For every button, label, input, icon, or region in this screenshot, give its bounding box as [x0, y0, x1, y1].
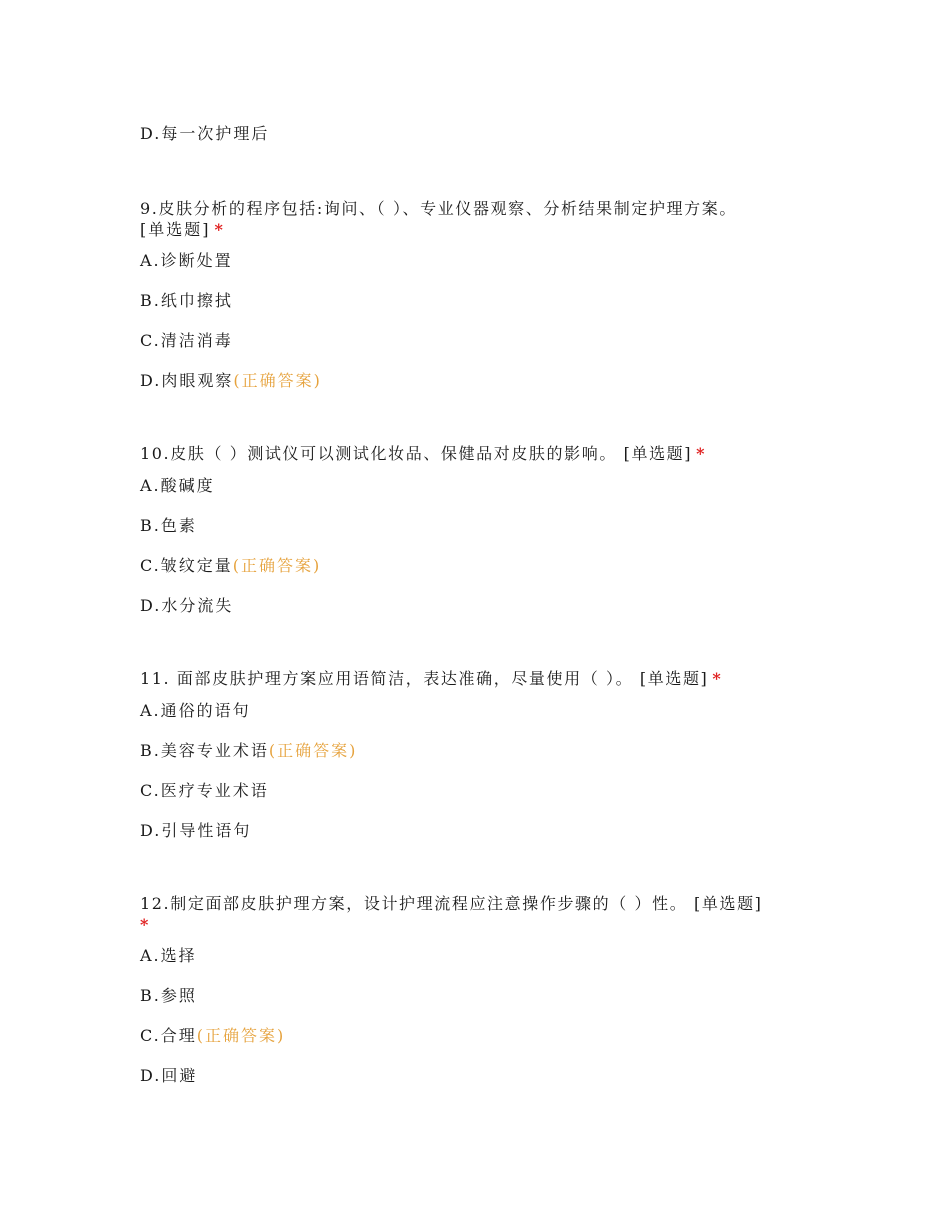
question-9-stem: 9.皮肤分析的程序包括:询问、（ ）、专业仪器观察、分析结果制定护理方案。 [140, 199, 737, 218]
correct-answer-label: (正确答案) [268, 741, 358, 760]
correct-answer-label: (正确答案) [233, 371, 322, 390]
question-12-option-d: D.回避 [140, 1066, 198, 1085]
question-9-option-a: A.诊断处置 [140, 251, 233, 270]
question-11-option-b: B.美容专业术语(正确答案) [140, 741, 358, 760]
correct-answer-label: (正确答案) [196, 1026, 286, 1045]
required-mark: * [712, 669, 723, 688]
required-mark: * [140, 915, 151, 934]
question-10-option-c: C.皱纹定量(正确答案) [140, 556, 322, 575]
question-9-option-b: B.纸巾擦拭 [140, 291, 233, 310]
question-9-option-c: C.清洁消毒 [140, 331, 233, 350]
question-10-option-d: D.水分流失 [140, 596, 234, 615]
question-11-stem: 11. 面部皮肤护理方案应用语简洁，表达准确，尽量使用（ ）。 [单选题] * [140, 669, 723, 688]
question-11-option-a: A.通俗的语句 [140, 701, 251, 720]
question-type-label: [单选题] [694, 894, 763, 913]
question-12-stem: 12.制定面部皮肤护理方案，设计护理流程应注意操作步骤的（ ）性。 [单选题] [140, 894, 763, 913]
question-12-option-b: B.参照 [140, 986, 197, 1005]
question-9-type-line [140, 220, 225, 240]
question-11-option-d: D.引导性语句 [140, 821, 252, 840]
required-mark: * [214, 220, 225, 239]
question-11-option-c: C.医疗专业术语 [140, 781, 269, 800]
question-12-required-line [140, 915, 150, 935]
question-10-stem: 10.皮肤（ ）测试仪可以测试化妆品、保健品对皮肤的影响。 [单选题] * [140, 444, 707, 463]
question-10-option-a: A.酸碱度 [140, 476, 215, 495]
required-mark: * [696, 444, 707, 463]
question-type-label: [单选题] [140, 220, 211, 239]
question-9-option-d: D.肉眼观察(正确答案) [140, 371, 322, 390]
option-d-previous: D.每一次护理后 [140, 124, 270, 143]
question-12-option-c: C.合理(正确答案) [140, 1026, 286, 1045]
question-type-label: [单选题] [639, 669, 709, 688]
question-type-label: [单选题] [623, 444, 693, 463]
question-10-option-b: B.色素 [140, 516, 197, 535]
question-12-option-a: A.选择 [140, 946, 197, 965]
correct-answer-label: (正确答案) [232, 556, 322, 575]
